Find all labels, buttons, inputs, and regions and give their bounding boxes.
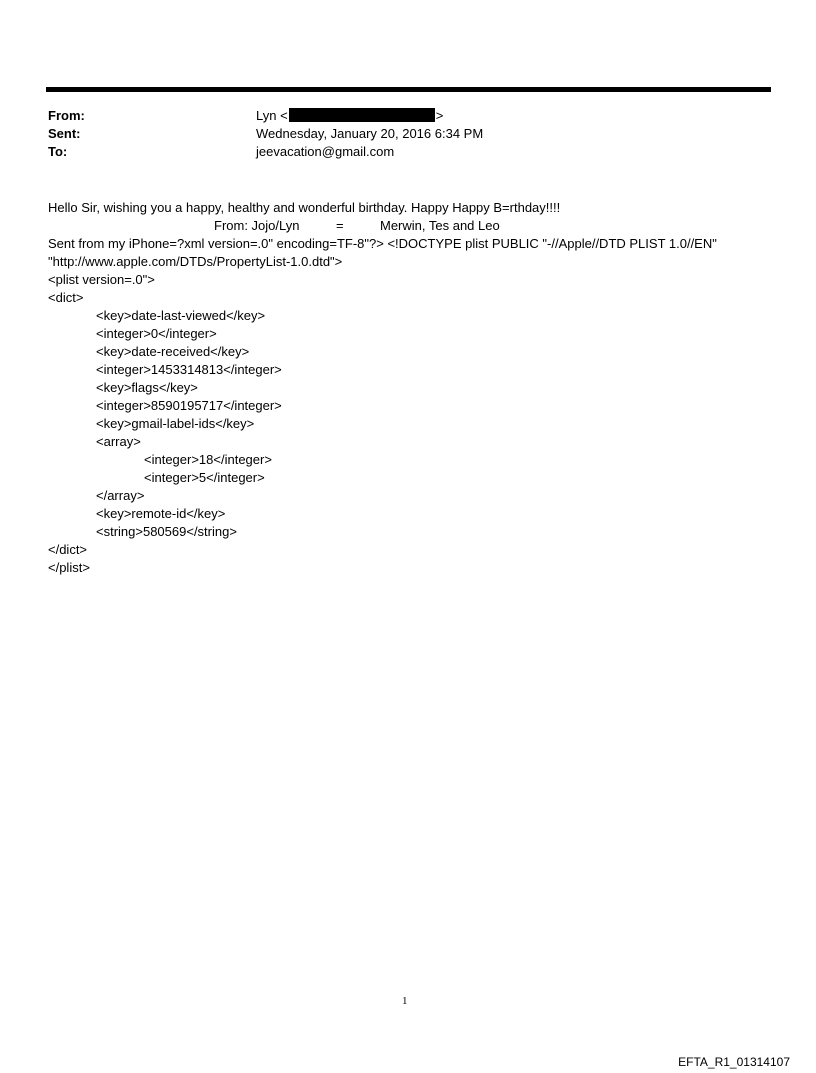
key-line: <key>date-received</key>	[96, 344, 250, 359]
from-label: From:	[48, 108, 85, 123]
sent-value: Wednesday, January 20, 2016 6:34 PM	[256, 126, 484, 141]
array-open: <array>	[96, 434, 141, 449]
email-body	[48, 199, 778, 577]
key-line: <key>date-last-viewed</key>	[96, 308, 266, 323]
to-value: jeevacation@gmail.com	[256, 144, 395, 159]
greeting-line: Hello Sir, wishing you a happy, healthy and wonderful birthday. Happy Happy B=rthday!!!!	[48, 200, 561, 215]
dtd-url-line: "http://www.apple.com/DTDs/PropertyList-1.0.dtd">	[48, 254, 343, 269]
sig-from: From: Jojo/Lyn	[214, 218, 300, 233]
from-name: Lyn <	[256, 108, 288, 123]
value-line: <string>580569</string>	[96, 524, 237, 539]
value-line: <integer>1453314813</integer>	[96, 362, 282, 377]
value-line: <integer>8590195717</integer>	[96, 398, 282, 413]
sig-eq: =	[336, 218, 344, 233]
array-close: </array>	[96, 488, 145, 503]
sent-label: Sent:	[48, 126, 81, 141]
array-item: <integer>18</integer>	[144, 452, 272, 467]
dict-open: <dict>	[48, 290, 84, 305]
signature-line	[48, 217, 778, 235]
value-line: <integer>0</integer>	[96, 326, 217, 341]
plist-open: <plist version=.0">	[48, 272, 155, 287]
from-close: >	[435, 108, 444, 123]
header-rule	[46, 87, 771, 92]
from-value	[256, 108, 443, 124]
key-line: <key>gmail-label-ids</key>	[96, 416, 255, 431]
dict-close: </dict>	[48, 542, 88, 557]
sig-names: Merwin, Tes and Leo	[380, 218, 500, 233]
document-id: EFTA_R1_01314107	[678, 1055, 790, 1069]
redaction-block	[289, 108, 435, 122]
plist-close: </plist>	[48, 560, 90, 575]
key-line: <key>flags</key>	[96, 380, 198, 395]
key-line: <key>remote-id</key>	[96, 506, 226, 521]
sent-from-line: Sent from my iPhone=?xml version=.0" encoding=TF-8"?> <!DOCTYPE plist PUBLIC "-//Apple//DTD PLIST 1.0//EN"	[48, 236, 717, 251]
array-item: <integer>5</integer>	[144, 470, 265, 485]
to-label: To:	[48, 144, 68, 159]
page-number: 1	[402, 995, 408, 1007]
